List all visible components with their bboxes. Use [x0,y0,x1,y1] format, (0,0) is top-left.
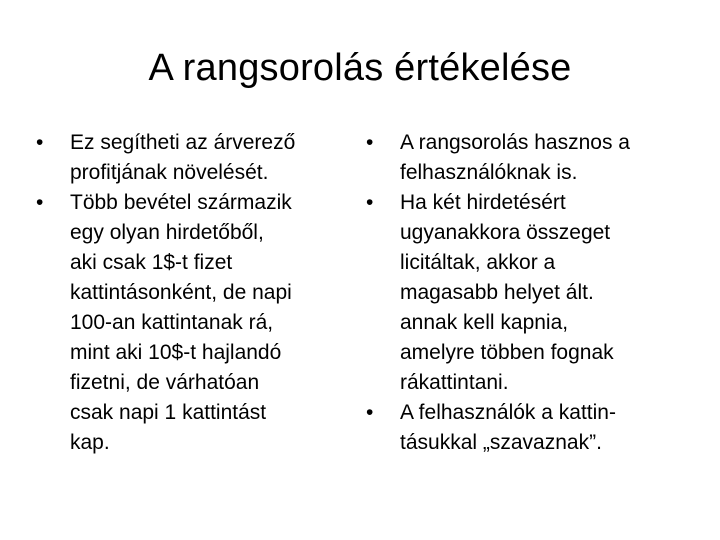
bullet-dot-icon: • [366,191,374,214]
right-bullet-list [366,128,686,458]
bullet-line: profitjának növelését. [70,161,269,184]
bullet-line: amelyre többen fognak [400,341,614,364]
bullet-line: 100-an kattintanak rá, [70,311,274,334]
bullet-line: A felhasználók a kattin- [400,401,616,424]
bullet-dot-icon: • [36,131,44,154]
slide-title: A rangsorolás értékelése [148,47,572,89]
bullet-dot-icon: • [36,191,44,214]
bullet-line: kap. [70,431,110,454]
left-bullet-list [36,128,354,458]
bullet-line: licitáltak, akkor a [400,251,556,274]
bullet-line: csak napi 1 kattintást [70,401,267,424]
bullet-item [366,188,686,398]
bullet-item [36,128,354,188]
left-column [36,128,354,458]
bullet-dot-icon: • [366,401,374,424]
bullet-line: tásukkal „szavaznak”. [400,431,602,454]
bullet-line: annak kell kapnia, [400,311,569,334]
bullet-line: Ha két hirdetésért [400,191,566,214]
bullet-line: fizetni, de várhatóan [70,371,260,394]
bullet-line: mint aki 10$-t hajlandó [70,341,282,364]
bullet-item [36,188,354,458]
bullet-dot-icon: • [366,131,374,154]
bullet-line: Ez segítheti az árverező [70,131,296,154]
bullet-line: magasabb helyet ált. [400,281,594,304]
bullet-line: Több bevétel származik [70,191,292,214]
bullet-line: rákattintani. [400,371,509,394]
bullet-line: ugyanakkora összeget [400,221,611,244]
bullet-line: egy olyan hirdetőből, [70,221,264,244]
bullet-line: kattintásonként, de napi [70,281,292,304]
bullet-line: aki csak 1$-t fizet [70,251,233,274]
bullet-line: A rangsorolás hasznos a [400,131,630,154]
right-column [366,128,686,458]
bullet-item [366,398,686,458]
bullet-item [366,128,686,188]
bullet-line: felhasználóknak is. [400,161,578,184]
